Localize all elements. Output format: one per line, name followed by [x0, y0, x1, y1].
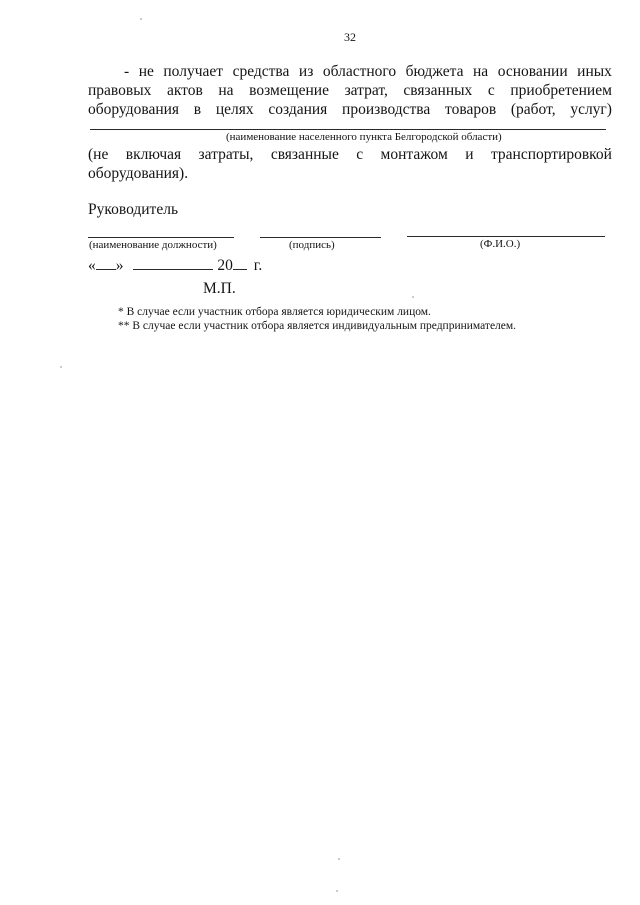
paragraph1-line2 [88, 81, 612, 100]
word: - [124, 63, 130, 80]
date-line [88, 255, 262, 275]
signer-role: Руководитель [88, 201, 179, 218]
word: связанных [403, 82, 473, 99]
word: целях [215, 101, 254, 118]
month-blank [133, 255, 213, 270]
word: основании [497, 63, 568, 80]
word: приобретением [510, 82, 612, 99]
word: создания [268, 101, 328, 118]
word: связанные [270, 146, 339, 163]
word: с [356, 146, 364, 163]
paragraph1-line3 [88, 100, 612, 119]
paragraph2-line2 [88, 164, 612, 183]
scan-speck [336, 890, 338, 892]
scan-speck [338, 858, 340, 860]
year-blank [233, 255, 247, 270]
scan-speck [412, 296, 414, 298]
word: на [472, 63, 489, 80]
word: и [465, 146, 474, 163]
word: получает [163, 63, 224, 80]
stamp-placeholder: М.П. [203, 280, 236, 297]
word: не [138, 63, 154, 80]
name-caption: (Ф.И.О.) [480, 238, 521, 250]
word: актов [166, 82, 203, 99]
scan-speck [60, 366, 62, 368]
word: оборудования). [88, 165, 189, 182]
date-close-quote: » [115, 257, 124, 274]
footnote-legal-entity: * В случае если участник отбора является юридическим лицом. [118, 306, 431, 318]
paragraph1-line1 [124, 62, 612, 81]
word: в [193, 101, 202, 118]
word: (не [88, 146, 109, 163]
year-prefix: 20 [217, 257, 233, 274]
word: правовых [88, 82, 152, 99]
word: из [298, 63, 314, 80]
word: услуг) [570, 101, 612, 118]
word: бюджета [405, 63, 464, 80]
signature-caption: (подпись) [289, 239, 335, 251]
word: на [218, 82, 234, 99]
locality-caption: (наименование населенного пункта Белгородской области) [226, 131, 502, 143]
word: затраты, [198, 146, 254, 163]
word: иных [577, 63, 612, 80]
word: затрат, [344, 82, 388, 99]
word: с [487, 82, 495, 99]
word: возмещение [249, 82, 329, 99]
scan-speck [140, 18, 142, 20]
position-caption: (наименование должности) [89, 239, 217, 251]
date-open-quote: « [88, 257, 96, 274]
word: производства [342, 101, 431, 118]
page-number: 32 [344, 30, 356, 44]
word: (работ, [510, 101, 556, 118]
word: оборудования [88, 101, 180, 118]
word: областного [322, 63, 397, 80]
position-blank-line [88, 237, 234, 238]
paragraph2-line1 [88, 145, 612, 164]
word: монтажом [380, 146, 448, 163]
word: товаров [445, 101, 497, 118]
word: включая [125, 146, 182, 163]
word: средства [232, 63, 290, 80]
footnote-individual-entrepreneur: ** В случае если участник отбора является индивидуальным предпринимателем. [118, 320, 517, 332]
year-suffix: г. [253, 257, 263, 274]
day-blank [96, 255, 116, 270]
name-blank-line [407, 236, 605, 237]
locality-blank-line [90, 129, 606, 130]
word: транспортировкой [490, 146, 612, 163]
signature-blank-line [260, 237, 381, 238]
